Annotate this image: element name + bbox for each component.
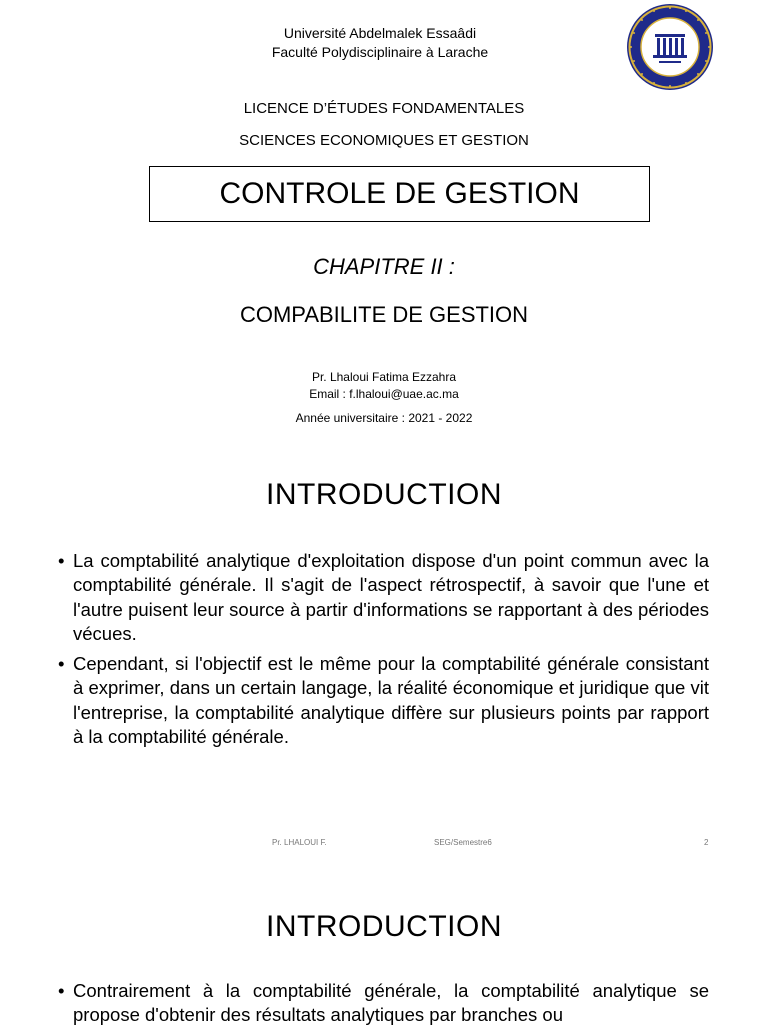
bullet-list (58, 549, 709, 755)
bullet-icon: • (58, 653, 65, 675)
bullet-item (58, 549, 709, 646)
university-name: Université Abdelmalek Essaâdi (283, 25, 477, 41)
chapter-title: COMPABILITE DE GESTION (239, 302, 529, 327)
bullet-text: Contrairement à la comptabilité générale, la comptabilité analytique se propose d'obtenir des résultats analytiques par branches ou (73, 980, 709, 1026)
bullet-icon: • (58, 980, 65, 1001)
footer-course: SEG/Semestre6 (434, 838, 492, 847)
bullet-item (58, 652, 709, 749)
bullet-item (58, 979, 709, 1028)
university-seal-icon (626, 3, 714, 91)
academic-year: Année universitaire : 2021 - 2022 (295, 411, 473, 425)
program-title: SCIENCES ECONOMIQUES ET GESTION (239, 132, 529, 149)
chapter-label: CHAPITRE II : (313, 254, 455, 279)
course-title-box (149, 166, 650, 222)
professor-name: Pr. Lhaloui Fatima Ezzahra (311, 370, 457, 384)
professor-email: Email : f.lhaloui@uae.ac.ma (309, 387, 459, 401)
licence-title: LICENCE D’ÉTUDES FONDAMENTALES (243, 100, 525, 117)
slide-title: INTRODUCTION (266, 910, 502, 943)
bullet-icon: • (58, 550, 65, 571)
slide-title: INTRODUCTION (266, 478, 502, 511)
course-title: CONTROLE DE GESTION (219, 177, 580, 210)
footer-page-number: 2 (704, 838, 709, 847)
footer-author: Pr. LHALOUI F. (272, 838, 327, 847)
faculty-name: Faculté Polydisciplinaire à Larache (271, 44, 489, 60)
bullet-text: Cependant, si l'objectif est le même pour la comptabilité générale consistant à exprimer, dans un certain langage, la réalité économique et juridique que vit l'entreprise, la comptabilité analytique diffère sur plusieurs points par rapport à la comptabilité générale. (73, 653, 709, 748)
bullet-list (58, 979, 709, 1034)
bullet-text: La comptabilité analytique d'exploitation dispose d'un point commun avec la comptabilité générale. Il s'agit de l'aspect rétrospectif, à savoir que l'une et l'autre puisent leur source à partir d'informations se rapportant à des périodes vécues. (73, 550, 709, 644)
